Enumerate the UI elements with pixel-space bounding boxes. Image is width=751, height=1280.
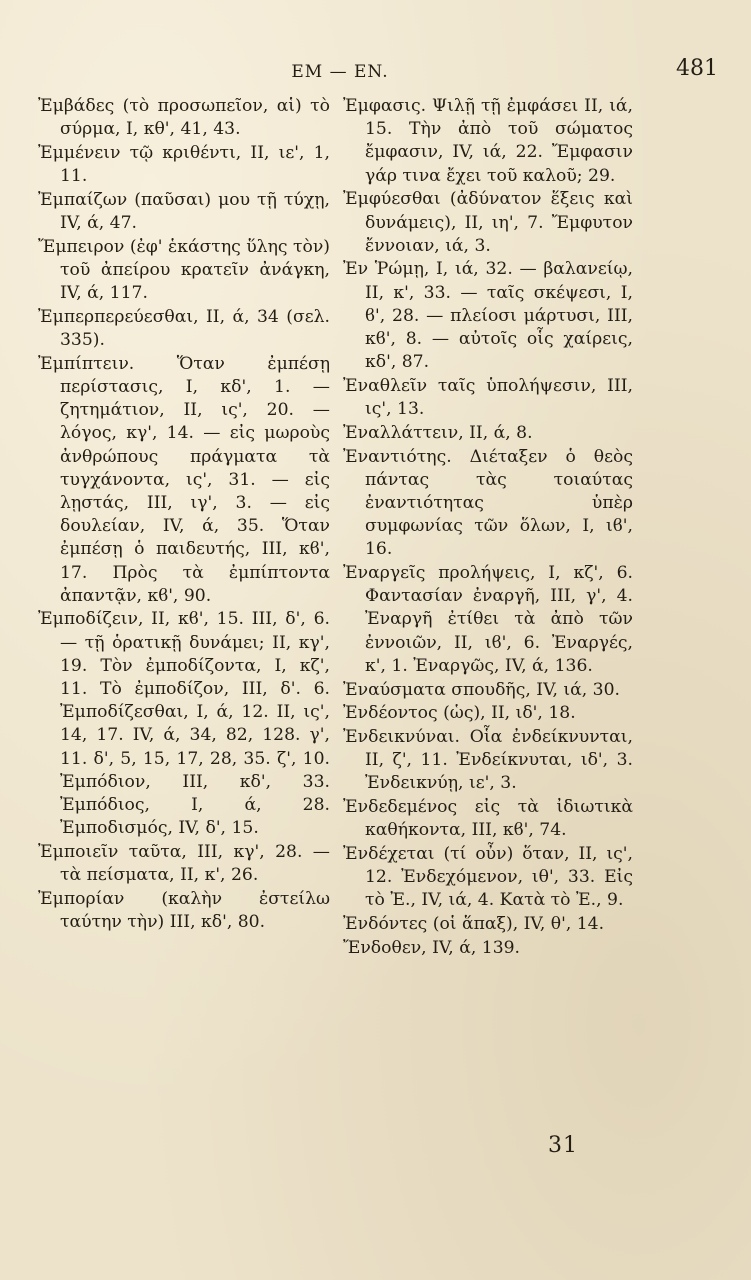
index-entry: Ἐνδεικνύναι. Οἷα ἐνδείκνυνται, II, ζ', 11. Ἐνδείκνυται, ιδ', 3. Ἐνδεικνύῃ, ιε', 3. [343,726,633,794]
index-entry: Ἐμπερπερεύεσθαι, II, ά, 34 (σελ. 335). [38,306,330,351]
index-entry: Ἐμπίπτειν. Ὅταν ἐμπέσῃ περίστασις, I, κδ', 1. — ζητημάτιον, II, ις', 20. — λόγος, κγ', 14. — εἰς μωροὺς ἀνθρώπους πράγματα τὰ τυγχάνοντα, ις', 31. — εἰς λῃστάς, III, ιγ', 3. — εἰς δουλείαν, IV, ά, 35. Ὅταν ἐμπέσῃ ὁ παιδευτής, III, κϐ', 17. Πρὸς τὰ ἐμπίπτοντα ἀπαντᾷν, κϐ', 90. [38,353,330,606]
running-title: EM — EN. [291,62,389,82]
index-entry: Ἐμβάδες (τὸ προσωπεῖον, αἱ) τὸ σύρμα, I, κθ', 41, 43. [38,96,330,140]
index-entry: Ἐναλλάττειν, II, ά, 8. [343,422,533,443]
index-entry: Ἐμποιεῖν ταῦτα, III, κγ', 28. — τὰ πείσματα, II, κ', 26. [38,842,330,886]
page-number: 481 [676,56,718,81]
index-entry: Ἐμφύεσθαι (ἀδύνατον ἕξεις καὶ δυνάμεις), II, ιη', 7. Ἔμφυτον ἔννοιαν, ιά, 3. [343,189,633,256]
index-entry: Ἐναντιότης. Διέταξεν ὁ θεὸς πάντας τὰς τοιαύτας ἐναντιότητας ὑπὲρ συμφωνίας τῶν ὅλων, I, ιϐ', 16. [343,446,633,560]
index-entry: Ἐναργεῖς προλήψεις, I, κζ', 6. Φαντασίαν ἐναργῆ, III, γ', 4. Ἐναργῆ ἐτίθει τὰ ἀπὸ τῶν ἐννοιῶν, II, ιϐ', 6. Ἐναργές, κ', 1. Ἐναργῶς, IV, ά, 136. [343,563,633,676]
page-header [0,56,751,88]
index-entry: Ἐμφασις. Ψιλῇ τῇ ἐμφάσει II, ιά, 15. Τὴν ἀπὸ τοῦ σώματος ἔμφασιν, IV, ιά, 22. Ἔμφασιν γάρ τινα ἔχει τοῦ καλοῦ; 29. [343,96,633,186]
index-column-right [343,95,633,961]
index-entry: Ἐνδέοντος (ὡς), II, ιδ', 18. [343,703,576,724]
signature-mark: 31 [548,1133,578,1158]
index-entry: Ἐναύσματα σπουδῆς, IV, ιά, 30. [343,679,621,700]
index-entry: Ἔνδοθεν, IV, ά, 139. [343,937,521,958]
index-entry: Ἐνδέχεται (τί οὖν) ὅταν, II, ις', 12. Ἐνδεχόμενον, ιθ', 33. Εἰς τὸ Ἐ., IV, ιά, 4. Κατὰ τὸ Ἐ., 9. [343,844,633,911]
index-entry: Ἐμπαίζων (παῦσαι) μου τῇ τύχῃ, IV, ά, 47. [38,189,330,234]
index-entry: Ἐνδεδεμένος εἰς τὰ ἰδιωτικὰ καθήκοντα, III, κϐ', 74. [343,797,633,841]
index-entry: Ἐναθλεῖν ταῖς ὑπολήψεσιν, III, ις', 13. [343,375,633,420]
index-entry: Ἐν Ῥώμῃ, I, ιά, 32. — βαλανείῳ, II, κ', 33. — ταῖς σκέψεσι, I, ϐ', 28. — πλείοσι μάρτυσι, III, κϐ', 8. — αὐτοῖς οἷς χαίρεις, κδ', 87. [343,259,633,373]
index-entry: Ἐνδόντες (οἱ ἅπαξ), IV, θ', 14. [343,914,605,935]
index-entry: Ἐμπορίαν (καλὴν ἐστείλω ταύτην τὴν) III, κδ', 80. [38,888,330,933]
index-column-left [38,95,330,935]
index-entry: Ἔμπειρον (ἐφ' ἑκάστης ὕλης τὸν) τοῦ ἀπείρου κρατεῖν ἀνάγκη, IV, ά, 117. [38,236,330,304]
index-entry: Ἐμποδίζειν, II, κϐ', 15. III, δ', 6. — τῇ ὁρατικῇ δυνάμει; II, κγ', 19. Τὸν ἐμποδίζοντα, I, κζ', 11. Τὸ ἐμποδίζον, III, δ'. 6. Ἐμποδίζεσθαι, I, ά, 12. II, ις', 14, 17. IV, ά, 34, 82, 128. γ', 11. δ', 5, 15, 17, 28, 35. ζ', 10. Ἐμπόδιον, III, κδ', 33. Ἐμπόδιος, I, ά, 28. Ἐμποδισμός, IV, δ', 15. [38,609,330,839]
index-entry: Ἐμμένειν τῷ κριθέντι, II, ιε', 1, 11. [38,142,330,187]
